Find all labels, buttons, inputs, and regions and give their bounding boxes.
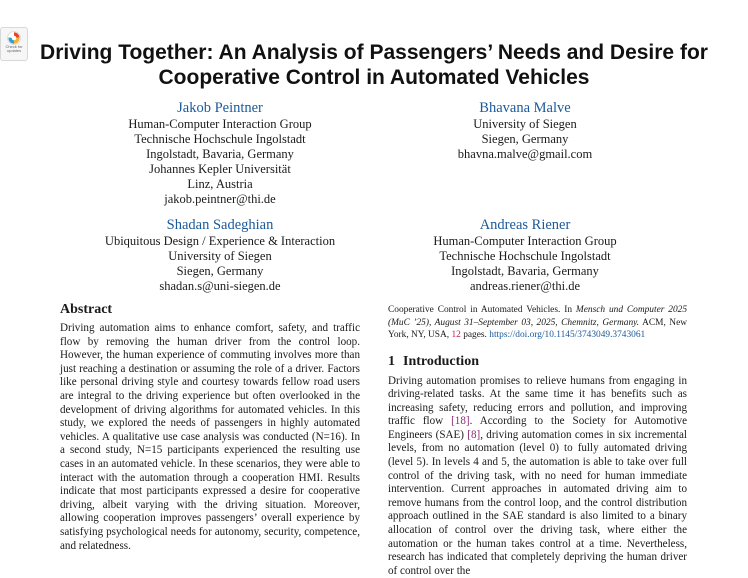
- citation-link[interactable]: [18]: [451, 415, 469, 427]
- introduction-heading: [388, 354, 687, 370]
- affiliation-line: Siegen, Germany: [80, 264, 360, 279]
- affiliation-line: Linz, Austria: [100, 177, 340, 192]
- author-name[interactable]: Andreas Riener: [405, 217, 645, 234]
- abstract-heading: Abstract: [60, 302, 360, 318]
- affiliation-line: Johannes Kepler Universität: [100, 162, 340, 177]
- reference-prefix: Cooperative Control in Automated Vehicles. In: [388, 305, 576, 315]
- affiliation-line: Human-Computer Interaction Group: [405, 234, 645, 249]
- author-name[interactable]: Jakob Peintner: [100, 100, 340, 117]
- badge-label: Check for updates: [1, 45, 27, 53]
- affiliation-line: University of Siegen: [80, 249, 360, 264]
- reference-pages-word: pages.: [461, 330, 489, 340]
- intro-text-part: . According to the Society for Automotive Engineers (SAE): [388, 415, 687, 441]
- doi-link[interactable]: https://doi.org/10.1145/3743049.3743061: [489, 330, 645, 340]
- affiliation-line: Ingolstadt, Bavaria, Germany: [405, 264, 645, 279]
- intro-text-part: , driving automation comes in six incremental levels, from no automation (level 0) to fully automated driving (level 5). In levels 4 and 5, the automation is able to take over full control of the driving task, with no need for human immediate intervention. Current approaches in automated driving aim to remove humans from the control loop, and the control distribution approach outlined in the SAE standard is also limited to a binary allocation of control over the driving task, where either the automation or the human takes control at a time. Nevertheless, research has indicated that completely depriving the human driver of control over the: [388, 429, 687, 577]
- author-email[interactable]: andreas.riener@thi.de: [405, 279, 645, 294]
- section-number: 1: [388, 354, 395, 369]
- abstract-section: [60, 302, 360, 553]
- author-block: [100, 100, 340, 207]
- section-title: Introduction: [403, 354, 479, 369]
- abstract-text: Driving automation aims to enhance comfort, safety, and traffic flow by removing the human driver from the control loop. However, the human experience of commuting involves more than just reaching a destination or assuming the role of a driver. Factors like personal driving style and courtesy towards fellow road users are integral to the driving experience but often overlooked in the development of driving algorithms for automated vehicles. In this study, we explored the needs of passengers in highly automated vehicles. A qualitative use case analysis was conducted (N=16). In a second study, N=15 participants experienced the resulting use cases in an automated vehicle. In these scenarios, they were able to interact with the automation through a cooperation HMI. Results indicate that most participants expressed a desire for cooperative driving, albeit varying with the driving situation. Moreover, allowing cooperation improves passengers’ overall experience by satisfying psychological needs for autonomy, security, competence, and relatedness.: [60, 322, 360, 553]
- author-name[interactable]: Bhavana Malve: [405, 100, 645, 117]
- affiliation-line: Ubiquitous Design / Experience & Interaction: [80, 234, 360, 249]
- affiliation-line: Siegen, Germany: [405, 132, 645, 147]
- reference-page-count: 12: [451, 330, 460, 340]
- paper-title: Driving Together: An Analysis of Passengers’ Needs and Desire for Cooperative Control in Automated Vehicles: [40, 40, 708, 90]
- right-column: [388, 304, 687, 578]
- author-block: [405, 100, 645, 162]
- introduction-text: [388, 375, 687, 578]
- affiliation-line: Technische Hochschule Ingolstadt: [405, 249, 645, 264]
- affiliation-line: Ingolstadt, Bavaria, Germany: [100, 147, 340, 162]
- author-block: [80, 217, 360, 294]
- crossmark-icon: [7, 31, 21, 45]
- intro-text-part: Driving automation promises to relieve humans from engaging in driving-related tasks. At the same time it has benefits such as increasing safety, reducing errors and pollution, and improving traffic flow: [388, 375, 687, 428]
- affiliation-line: University of Siegen: [405, 117, 645, 132]
- author-email[interactable]: jakob.peintner@thi.de: [100, 192, 340, 207]
- author-name[interactable]: Shadan Sadeghian: [80, 217, 360, 234]
- reference-publisher: ACM, New York, NY, USA,: [388, 318, 687, 341]
- author-email[interactable]: shadan.s@uni-siegen.de: [80, 279, 360, 294]
- author-email[interactable]: bhavna.malve@gmail.com: [405, 147, 645, 162]
- affiliation-line: Technische Hochschule Ingolstadt: [100, 132, 340, 147]
- author-block: [405, 217, 645, 294]
- reference-format: [388, 304, 687, 342]
- reference-venue: Mensch und Computer 2025 (MuC ’25), August 31–September 03, 2025, Chemnitz, Germany.: [388, 305, 687, 328]
- affiliation-line: Human-Computer Interaction Group: [100, 117, 340, 132]
- check-for-updates-badge[interactable]: [0, 27, 28, 61]
- citation-link[interactable]: [8]: [467, 429, 480, 441]
